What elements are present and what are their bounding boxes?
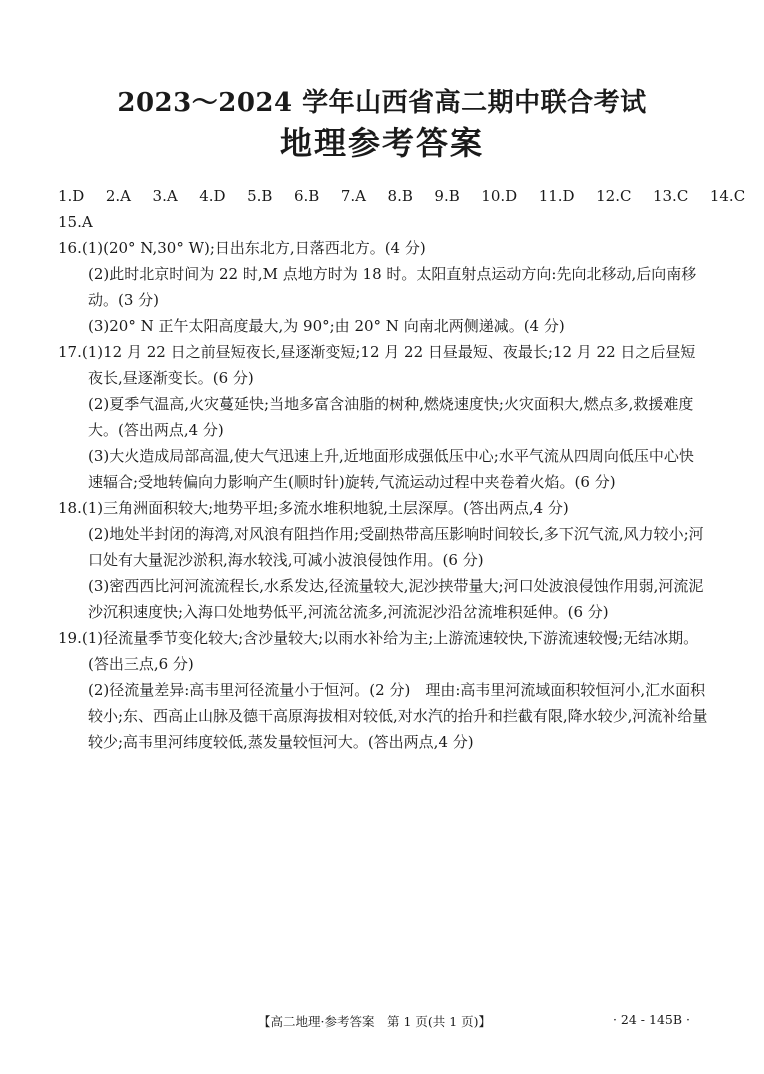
q17-part-3: (3)大火造成局部高温,使大气迅速上升,近地面形成强低压中心;水平气流从四周向低压中心快速辐合;受地转偏向力影响产生(顺时针)旋转,气流运动过程中夹卷着火焰。(6 分)	[88, 447, 694, 491]
choice-answers-line-2: 15.A	[58, 213, 93, 231]
q17-part-2: (2)夏季气温高,火灾蔓延快;当地多富含油脂的树种,燃烧速度快;火灾面积大,燃点多,救援难度大。(答出两点,4 分)	[88, 395, 694, 439]
exam-title: 2023～2024 学年山西省高二期中联合考试	[117, 88, 647, 118]
choice-answers-line-1: 1.D 2.A 3.A 4.D 5.B 6.B 7.A 8.B 9.B 10.D 11.D 12.C 13.C 14.C	[58, 187, 746, 205]
question-18	[58, 495, 708, 625]
answer-content	[58, 235, 708, 755]
q18-part-1: 18.(1)三角洲面积较大;地势平坦;多流水堆积地貌,土层深厚。(答出两点,4 分)	[58, 499, 569, 517]
question-17	[58, 339, 708, 495]
footer-page-info: 【高二地理·参考答案 第 1 页(共 1 页)】	[258, 1014, 492, 1029]
q18-part-2: (2)地处半封闭的海湾,对风浪有阻挡作用;受副热带高压影响时间较长,多下沉气流,风力较小;河口处有大量泥沙淤积,海水较浅,可减小波浪侵蚀作用。(6 分)	[88, 525, 704, 569]
q19-part-2: (2)径流量差异:高韦里河径流量小于恒河。(2 分) 理由:高韦里河流域面积较恒河小,汇水面积较小;东、西高止山脉及德干高原海拔相对较低,对水汽的抬升和拦截有限,降水较少,河流补给量较少;高韦里河纬度较低,蒸发量较恒河大。(答出两点,4 分)	[88, 681, 708, 751]
answer-title: 地理参考答案	[279, 124, 484, 162]
question-19	[58, 625, 708, 755]
choice-answers	[58, 183, 746, 235]
q19-part-1: 19.(1)径流量季节变化较大;含沙量较大;以雨水补给为主;上游流速较快,下游流速较慢;无结冰期。(答出三点,6 分)	[58, 629, 699, 673]
q16-part-2: (2)此时北京时间为 22 时,M 点地方时为 18 时。太阳直射点运动方向:先向北移动,后向南移动。(3 分)	[88, 265, 697, 309]
footer-code: · 24 - 145B ·	[612, 1012, 690, 1027]
q16-part-3: (3)20° N 正午太阳高度最大,为 90°;由 20° N 向南北两侧递减。(4 分)	[88, 317, 565, 335]
q16-part-1: 16.(1)(20° N,30° W);日出东北方,日落西北方。(4 分)	[58, 239, 426, 257]
q18-part-3: (3)密西西比河河流流程长,水系发达,径流量较大,泥沙挟带量大;河口处波浪侵蚀作用弱,河流泥沙沉积速度快;入海口处地势低平,河流岔流多,河流泥沙沿岔流堆积延伸。(6 分)	[88, 577, 704, 621]
q17-part-1: 17.(1)12 月 22 日之前昼短夜长,昼逐渐变短;12 月 22 日昼最短、夜最长;12 月 22 日之后昼短夜长,昼逐渐变长。(6 分)	[58, 343, 696, 387]
question-16	[58, 235, 708, 339]
